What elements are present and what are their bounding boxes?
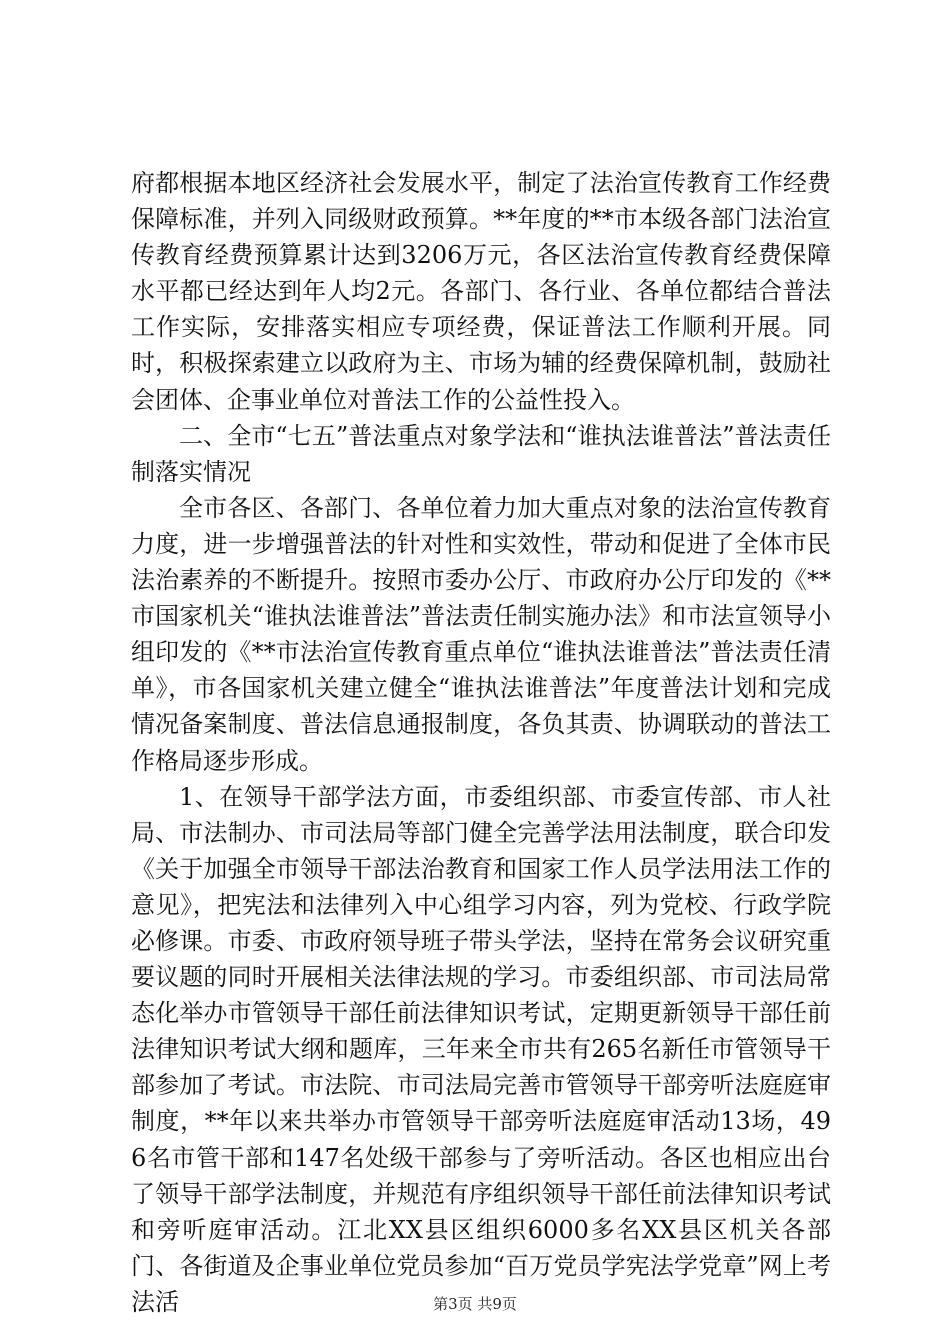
paragraph-leading-cadres: 1、在领导干部学法方面，市委组织部、市委宣传部、市人社局、市法制办、市司法局等部门健全完善学法用法制度，联合印发《关于加强全市领导干部法治教育和国家工作人员学法用法工作的意见》，把宪法和法律列入中心组学习内容，列为党校、行政学院必修课。市委、市政府领导班子带头学法，坚持在常务会议研究重要议题的同时开展相关法律法规的学习。市委组织部、市司法局常态化举办市管领导干部任前法律知识考试，定期更新领导干部任前法律知识考试大纲和题库，三年来全市共有265名新任市管领导干部参加了考试。市法院、市司法局完善市管领导干部旁听法庭庭审制度，**年以来共举办市管领导干部旁听法庭庭审活动13场，496名市管干部和147名处级干部参与了旁听活动。各区也相应出台了领导干部学法制度，并规范有序组织领导干部任前法律知识考试和旁听庭审活动。江北XX县区组织6000多名XX县区机关各部门、各街道及企事业单位党员参加“百万党员学宪法学党章”网上考法活	[131, 782, 831, 1316]
document-body	[131, 165, 831, 1320]
page-number-footer: 第3页 共9页	[433, 1295, 517, 1313]
paragraph-key-targets-overview: 全市各区、各部门、各单位着力加大重点对象的法治宣传教育力度，进一步增强普法的针对性和实效性，带动和促进了全体市民法治素养的不断提升。按照市委办公厅、市政府办公厅印发的《**市国家机关“谁执法谁普法”普法责任制实施办法》和市法宣领导小组印发的《**市法治宣传教育重点单位“谁执法谁普法”普法责任清单》，市各国家机关建立健全“谁执法谁普法”年度普法计划和完成情况备案制度、普法信息通报制度，各负其责、协调联动的普法工作格局逐步形成。	[131, 493, 831, 775]
paragraph-funding: 府都根据本地区经济社会发展水平，制定了法治宣传教育工作经费保障标准，并列入同级财政预算。**年度的**市本级各部门法治宣传教育经费预算累计达到3206万元，各区法治宣传教育经费保障水平都已经达到年人均2元。各部门、各行业、各单位都结合普法工作实际，安排落实相应专项经费，保证普法工作顺利开展。同时，积极探索建立以政府为主、市场为辅的经费保障机制，鼓励社会团体、企事业单位对普法工作的公益性投入。	[131, 169, 831, 414]
section-heading-key-targets: 二、全市“七五”普法重点对象学法和“谁执法谁普法”普法责任制落实情况	[131, 421, 831, 486]
